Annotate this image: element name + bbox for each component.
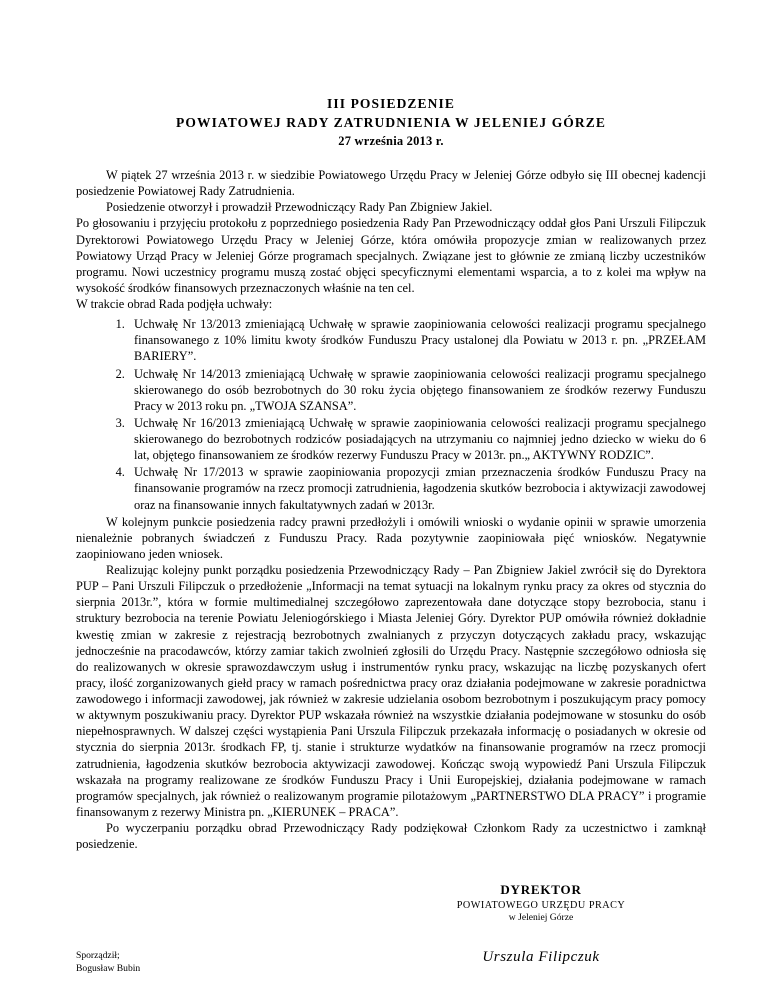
document-title <box>76 96 706 149</box>
signature-role: DYREKTOR <box>500 882 582 898</box>
list-item: 2. Uchwałę Nr 14/2013 zmieniającą Uchwałę w sprawie zaopiniowania celowości realizacji programu specjalnego skierowanego do osób bezrobotnych do 30 roku życia objętego finansowaniem ze środków rezerwy Funduszu Pracy w 2013 roku pn. „TWOJA SZANSA”. <box>128 366 706 414</box>
list-item: 1. Uchwałę Nr 13/2013 zmieniającą Uchwałę w sprawie zaopiniowania celowości realizacji programu specjalnego finansowanego z 10% limitu kwoty środków Funduszu Pracy ustalonej dla Powiatu w 2013 r. pn. „PRZEŁAM BARIERY”. <box>128 316 706 364</box>
title-line-1: III POSIEDZENIE <box>327 96 455 111</box>
signature-name: Urszula Filipczuk <box>482 949 600 966</box>
paragraph-legal-opinions: W kolejnym punkcie posiedzenia radcy prawni przedłożyli i omówili wnioski o wydanie opinii w sprawie umorzenia nienależnie pobranych świadczeń z Funduszu Pracy. Rada pozytywnie zaopiniowała pięć wniosków. Negatywnie zaopiniowano jeden wniosek. <box>76 514 706 561</box>
resolutions-list <box>76 316 706 513</box>
title-date: 27 września 2013 r. <box>338 134 444 148</box>
signature-office: POWIATOWEGO URZĘDU PRACY <box>456 900 626 912</box>
document-body <box>76 167 706 852</box>
prepared-by-label: Sporządził; <box>76 950 120 962</box>
list-item: 4. Uchwałę Nr 17/2013 w sprawie zaopiniowania propozycji zmian przeznaczenia środków Funduszu Pracy na finansowanie programów na rzecz promocji zatrudnienia, łagodzenia skutków bezrobocia i aktywizacji zawodowej oraz na finansowanie innych fakultatywnych zadań w 2013r. <box>128 464 706 512</box>
signature-block <box>76 882 706 966</box>
prepared-by-name: Bogusław Bubin <box>76 963 141 975</box>
paragraph-protocol: Po głosowaniu i przyjęciu protokołu z poprzedniego posiedzenia Rady Pan Przewodniczący oddał głos Pani Urszuli Filipczuk Dyrektorowi Powiatowego Urzędu Pracy w Jeleniej Górze, która omówiła propozycje zmian w realizowanych przez Powiatowy Urząd Pracy w Jeleniej Górze programach specjalnych. Związane jest to głównie ze zmianą liczby uczestników programu. Nowi uczestnicy programu muszą zostać objęci specyficznymi elementami wsparcia, a to z kolei ma wpływ na wysokość środków finansowych przeznaczonych właśnie na ten cel. <box>76 216 706 295</box>
list-item: 3. Uchwałę Nr 16/2013 zmieniającą Uchwałę w sprawie zaopiniowania celowości realizacji programu specjalnego skierowanego do bezrobotnych rodziców posiadających na utrzymaniu co najmniej jedno dziecko w wieku do 6 lat, objętego finansowaniem ze środków rezerwy Funduszu Pracy w 2013r. pn.„ AKTYWNY RODZIC”. <box>128 415 706 463</box>
paragraph-intro: W piątek 27 września 2013 r. w siedzibie Powiatowego Urzędu Pracy w Jeleniej Górze odbyło się III obecnej kadencji posiedzenie Powiatowej Rady Zatrudnienia. <box>76 168 706 199</box>
title-line-2: POWIATOWEJ RADY ZATRUDNIENIA W JELENIEJ GÓRZE <box>176 115 606 130</box>
paragraph-resolutions-lead: W trakcie obrad Rada podjęła uchwały: <box>76 297 273 311</box>
paragraph-opening: Posiedzenie otworzył i prowadził Przewodniczący Rady Pan Zbigniew Jakiel. <box>106 200 493 215</box>
paragraph-labour-market-report: Realizując kolejny punkt porządku posiedzenia Przewodniczący Rady – Pan Zbigniew Jakiel zwrócił się do Dyrektora PUP – Pani Urszuli Filipczuk o przedłożenie „Informacji na temat sytuacji na lokalnym rynku pracy za okres od stycznia do sierpnia 2013r.”, która w formie multimedialnej szczegółowo zaprezentowała dane dotyczące stopy bezrobocia, stanu i struktury bezrobocia na terenie Powiatu Jeleniogórskiego i Miasta Jeleniej Góry. Dyrektor PUP omówiła również dokładnie kwestię zmian w zakresie z rejestracją bezrobotnych zwalnianych z przyczyn dotyczących zakładu pracy, wskazując jednocześnie na pracodawców, którzy zamiar takich zwolnień zgłosili do Urzędu Pracy. Następnie szczegółowo odniosła się do realizowanych w okresie sprawozdawczym usług i instrumentów rynku pracy, wskazując na liczbę pozyskanych ofert pracy, ilość zorganizowanych giełd pracy w ramach pośrednictwa pracy oraz działania podejmowane w zakresie poradnictwa zawodowego i informacji zawodowej, jak również w zakresie udzielania osobom bezrobotnym i poszukującym pracy pomocy w aktywnym poszukiwaniu pracy. Dyrektor PUP wskazała również na wszystkie działania podejmowane w stosunku do osób niepełnosprawnych. W dalszej części wystąpienia Pani Urszula Filipczuk przekazała informację o posiadanych w okresie od stycznia do sierpnia 2013r. środkach FP, tj. stanie i strukturze wydatków na finansowanie programów na rzecz promocji zatrudnienia, łagodzenia skutków bezrobocia aktywizacji zawodowej. Kończąc swoją wypowiedź Pani Urszula Filipczuk wskazała na programy realizowane ze środków Funduszu Pracy i Unii Europejskiej, działania podejmowane w ramach programów specjalnych, jak również o realizowanym programie pilotażowym „PARTNERSTWO DLA PRACY” i programie finansowanym z rezerwy Ministra pn. „KIERUNEK – PRACA”. <box>76 563 706 819</box>
signature-city: w Jeleniej Górze <box>508 912 574 924</box>
footer-prepared-by <box>76 950 140 976</box>
paragraph-closing: Po wyczerpaniu porządku obrad Przewodniczący Rady podziękował Członkom Rady za uczestnictwo i zamknął posiedzenie. <box>76 821 706 852</box>
